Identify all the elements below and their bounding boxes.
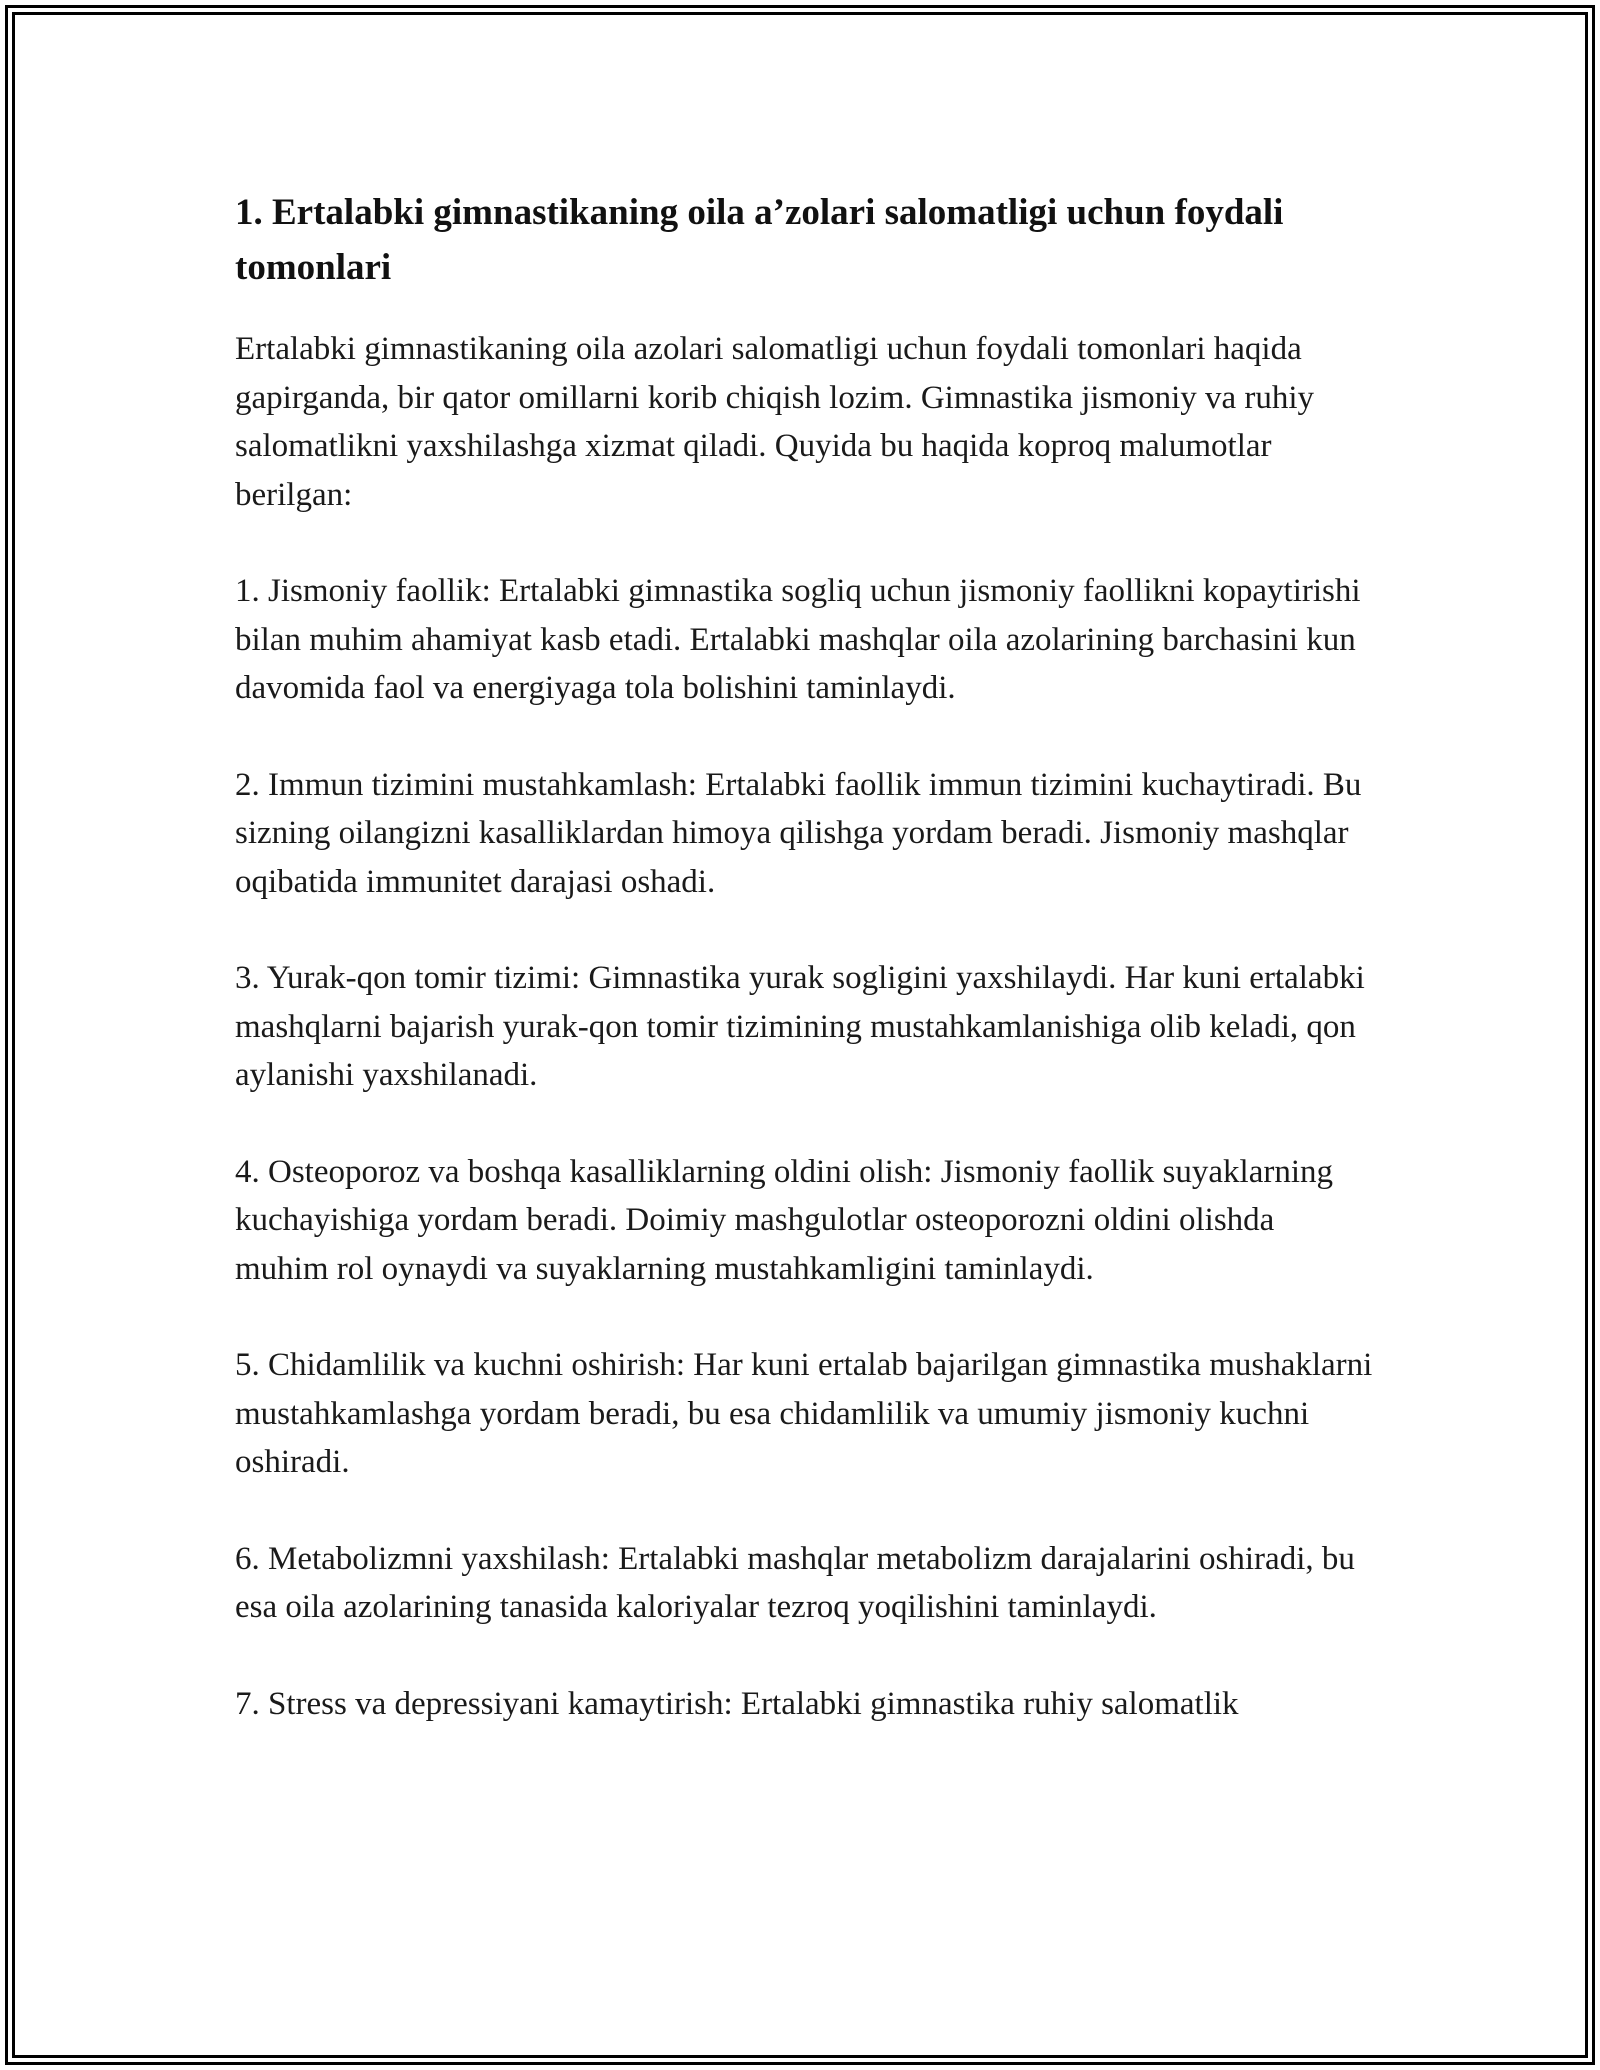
list-item-immune-system: 2. Immun tizimini mustahkamlash: Ertalabki faollik immun tizimini kuchaytiradi. Bu sizning oilangizni kasalliklardan himoya qilishga yordam beradi. Jismoniy mashqlar oqibatida immunitet darajasi oshadi. — [235, 766, 1362, 900]
page-title: 1. Ertalabki gimnastikaning oila a’zolari salomatligi uchun foydali tomonlari — [235, 192, 1284, 288]
list-item-endurance: 5. Chidamlilik va kuchni oshirish: Har kuni ertalab bajarilgan gimnastika mushaklarni mustahkamlashga yordam beradi, bu esa chidamlilik va umumiy jismoniy kuchni oshiradi. — [235, 1347, 1373, 1480]
list-item-stress: 7. Stress va depressiyani kamaytirish: Ertalabki gimnastika ruhiy salomatlik — [235, 1685, 1239, 1722]
intro-paragraph: Ertalabki gimnastikaning oila azolari salomatligi uchun foydali tomonlari haqida gapirganda, bir qator omillarni korib chiqish lozim. Gimnastika jismoniy va ruhiy salomatlikni yaxshilashga xizmat qiladi. Quyida bu haqida koproq malumotlar berilgan: — [235, 331, 1315, 513]
list-item-physical-activity: 1. Jismoniy faollik: Ertalabki gimnastika sogliq uchun jismoniy faollikni kopaytirishi bilan muhim ahamiyat kasb etadi. Ertalabki mashqlar oila azolarining barchasini kun davomida faol va energiyaga tola bolishini taminlaydi. — [235, 573, 1361, 706]
list-item-cardiovascular: 3. Yurak-qon tomir tizimi: Gimnastika yurak sogligini yaxshilaydi. Har kuni ertalabki mashqlarni bajarish yurak-qon tomir tizimining mustahkamlanishiga olib keladi, qon aylanishi yaxshilanadi. — [235, 960, 1365, 1093]
list-item-metabolism: 6. Metabolizmni yaxshilash: Ertalabki mashqlar metabolizm darajalarini oshiradi, bu esa oila azolarining tanasida kaloriyalar tezroq yoqilishini taminlaydi. — [235, 1540, 1355, 1625]
list-item-osteoporosis: 4. Osteoporoz va boshqa kasalliklarning oldini olish: Jismoniy faollik suyaklarning kuchayishiga yordam beradi. Doimiy mashgulotlar osteoporozni oldini olishda muhim rol oynaydi va suyaklarning mustahkamligini taminlaydi. — [235, 1153, 1334, 1287]
document-body — [235, 185, 1375, 1776]
